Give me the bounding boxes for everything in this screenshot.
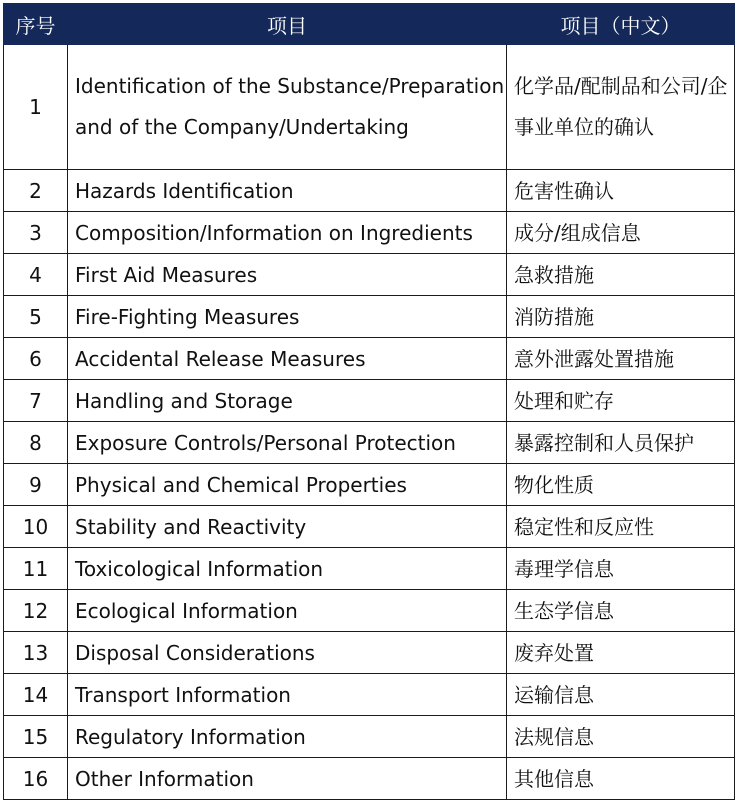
row-number: 8 — [4, 422, 68, 464]
row-item-cn: 暴露控制和人员保护 — [507, 422, 735, 464]
row-item-cn: 毒理学信息 — [507, 548, 735, 590]
row-number: 14 — [4, 674, 68, 716]
header-item-en: 项目 — [68, 4, 507, 45]
row-number: 1 — [4, 45, 68, 170]
row-number: 5 — [4, 296, 68, 338]
row-number: 6 — [4, 338, 68, 380]
row-number: 7 — [4, 380, 68, 422]
row-item-cn: 化学品/配制品和公司/企事业单位的确认 — [507, 45, 735, 170]
row-number: 15 — [4, 716, 68, 758]
sds-sections-table — [3, 3, 735, 800]
table-row — [4, 758, 735, 800]
table-row — [4, 422, 735, 464]
table-row — [4, 380, 735, 422]
row-item-cn: 生态学信息 — [507, 590, 735, 632]
table-row — [4, 254, 735, 296]
row-item-en: Identification of the Substance/Preparation and of the Company/Undertaking — [68, 45, 507, 170]
table-header — [4, 4, 735, 45]
header-item-cn: 项目（中文） — [507, 4, 735, 45]
header-number: 序号 — [4, 4, 68, 45]
row-item-cn: 消防措施 — [507, 296, 735, 338]
row-number: 16 — [4, 758, 68, 800]
row-number: 3 — [4, 212, 68, 254]
row-item-en: Transport Information — [68, 674, 507, 716]
row-item-cn: 急救措施 — [507, 254, 735, 296]
table-row — [4, 674, 735, 716]
row-number: 2 — [4, 170, 68, 212]
row-number: 9 — [4, 464, 68, 506]
table-row — [4, 632, 735, 674]
row-item-en: Composition/Information on Ingredients — [68, 212, 507, 254]
row-item-en: Accidental Release Measures — [68, 338, 507, 380]
row-item-cn: 意外泄露处置措施 — [507, 338, 735, 380]
row-item-en: Physical and Chemical Properties — [68, 464, 507, 506]
row-item-cn: 法规信息 — [507, 716, 735, 758]
table-row — [4, 590, 735, 632]
table-row — [4, 716, 735, 758]
row-item-en: Exposure Controls/Personal Protection — [68, 422, 507, 464]
row-number: 12 — [4, 590, 68, 632]
table-row — [4, 548, 735, 590]
row-item-en: Fire-Fighting Measures — [68, 296, 507, 338]
row-number: 10 — [4, 506, 68, 548]
row-item-en: Regulatory Information — [68, 716, 507, 758]
row-number: 11 — [4, 548, 68, 590]
row-item-en: Handling and Storage — [68, 380, 507, 422]
row-item-en: Toxicological Information — [68, 548, 507, 590]
table-row — [4, 506, 735, 548]
row-item-en: Disposal Considerations — [68, 632, 507, 674]
row-number: 4 — [4, 254, 68, 296]
row-item-cn: 运输信息 — [507, 674, 735, 716]
table-row — [4, 464, 735, 506]
row-item-cn: 稳定性和反应性 — [507, 506, 735, 548]
row-item-cn: 物化性质 — [507, 464, 735, 506]
row-item-en: Other Information — [68, 758, 507, 800]
row-item-en: Ecological Information — [68, 590, 507, 632]
table-row — [4, 45, 735, 170]
row-item-en: Stability and Reactivity — [68, 506, 507, 548]
row-item-cn: 危害性确认 — [507, 170, 735, 212]
table-body — [4, 45, 735, 800]
table-row — [4, 338, 735, 380]
row-item-cn: 废弃处置 — [507, 632, 735, 674]
row-item-en: First Aid Measures — [68, 254, 507, 296]
table-row — [4, 296, 735, 338]
header-row — [4, 4, 735, 45]
table-row — [4, 170, 735, 212]
row-number: 13 — [4, 632, 68, 674]
row-item-cn: 成分/组成信息 — [507, 212, 735, 254]
row-item-cn: 其他信息 — [507, 758, 735, 800]
table-row — [4, 212, 735, 254]
row-item-cn: 处理和贮存 — [507, 380, 735, 422]
row-item-en: Hazards Identification — [68, 170, 507, 212]
